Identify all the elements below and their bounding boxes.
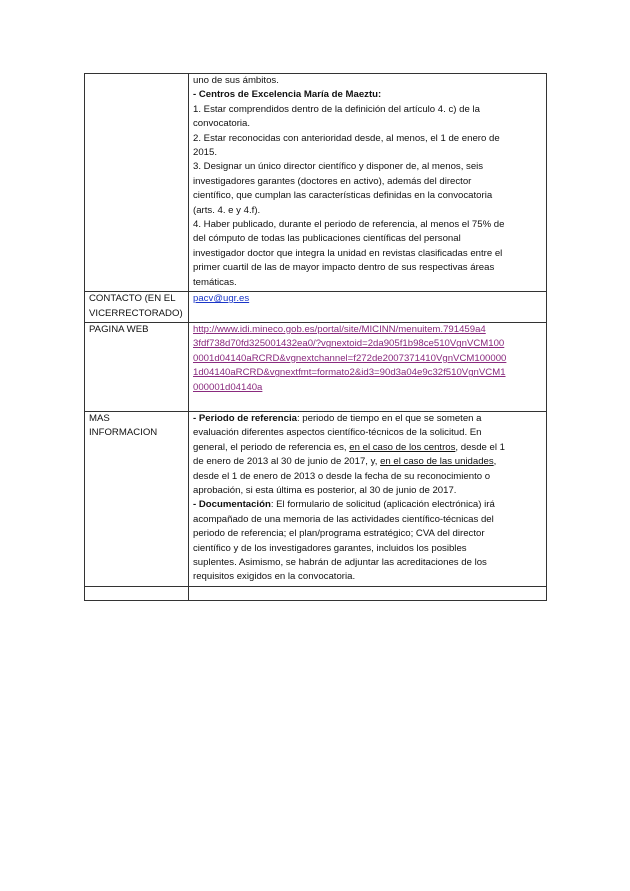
- underlined-text: en el caso de las unidades: [380, 456, 494, 468]
- url-line: 3fdf738d70fd325001432ea0/?vgnextoid=2da905f1b98ce510VgnVCM100: [193, 338, 505, 350]
- more-info-label: INFORMACION: [89, 427, 158, 439]
- website-link[interactable]: [193, 323, 542, 395]
- info-line: aprobación, si esta última es posterior, al 30 de junio de 2017.: [193, 484, 457, 496]
- requirement-line: (arts. 4. e y 4.f).: [193, 204, 261, 216]
- requirement-line: 1. Estar comprendidos dentro de la definición del artículo 4. c) de la: [193, 103, 480, 115]
- info-line: [193, 498, 542, 512]
- table-row: [85, 292, 547, 323]
- info-line: suplentes. Asimismo, se habrán de adjuntar las acreditaciones de los: [193, 557, 487, 568]
- info-table: [84, 73, 547, 601]
- web-value-cell: [189, 322, 547, 411]
- requirement-line: 4. Haber publicado, durante el periodo de referencia, al menos el 75% de: [193, 219, 505, 231]
- web-label: PAGINA WEB: [89, 323, 149, 335]
- documentation-heading: - Documentación: [193, 499, 271, 511]
- requirement-line: investigador doctor que integra la unidad en revistas clasificadas entre el: [193, 247, 503, 259]
- contact-label: CONTACTO (EN EL: [89, 293, 176, 305]
- row-label-empty: [85, 74, 189, 292]
- info-line: periodo de referencia; el plan/programa estratégico; CVA del director: [193, 528, 485, 540]
- contact-label-cell: [85, 292, 189, 323]
- empty-cell: [85, 586, 189, 600]
- table-row: [85, 586, 547, 600]
- table-row: [85, 74, 547, 292]
- info-text: , desde el 1: [455, 441, 506, 453]
- reference-period-heading: - Periodo de referencia: [193, 412, 297, 424]
- table-row: [85, 411, 547, 586]
- contact-email-link[interactable]: pacv@ugr.es: [193, 293, 250, 305]
- requirement-line: 3. Designar un único director científico y disponer de, al menos, seis: [193, 161, 484, 173]
- url-line: http://www.idi.mineco.gob.es/portal/site/MICINN/menuitem.791459a4: [193, 323, 486, 335]
- intro-text: uno de sus ámbitos.: [193, 75, 279, 86]
- info-line: acompañado de una memoria de las actividades científico-técnicas del: [193, 513, 494, 525]
- info-line: requisitos exigidos en la convocatoria.: [193, 571, 356, 583]
- requirement-line: 2. Estar reconocidas con anterioridad desde, al menos, el 1 de enero de: [193, 132, 500, 144]
- more-info-label: MAS: [89, 412, 110, 424]
- info-line: [193, 441, 542, 455]
- info-text: ,: [493, 456, 497, 468]
- requirement-line: 2015.: [193, 147, 218, 159]
- table-row: [85, 322, 547, 411]
- requirement-line: temáticas.: [193, 276, 237, 288]
- info-line: científico y de los investigadores garantes, incluidos los posibles: [193, 542, 467, 554]
- info-text: : El formulario de solicitud (aplicación electrónica) irá: [270, 499, 495, 511]
- info-text: : periodo de tiempo en el que se someten a: [296, 412, 482, 424]
- info-text: general, el periodo de referencia es,: [193, 441, 350, 453]
- section-heading-maeztu: - Centros de Excelencia María de Maeztu:: [193, 89, 382, 101]
- info-line: evaluación diferentes aspectos científico-técnicos de la solicitud. En: [193, 427, 482, 439]
- url-line: 0001d04140aRCRD&vgnextchannel=f272de2007371410VgnVCM100000: [193, 352, 507, 364]
- more-info-cell: [189, 411, 547, 586]
- requirement-line: primer cuartil de las de mayor impacto dentro de sus respectivas áreas: [193, 262, 495, 274]
- requirement-line: investigadores garantes (doctores en activo), además del director: [193, 175, 472, 187]
- requirement-line: del cómputo de todas las publicaciones científicas del personal: [193, 233, 461, 245]
- contact-label: VICERRECTORADO): [89, 307, 183, 319]
- contact-value-cell: [189, 292, 547, 323]
- requirement-line: científico, que cumplan las características definidas en la convocatoria: [193, 190, 493, 202]
- more-info-label-cell: [85, 411, 189, 586]
- requirement-line: convocatoria.: [193, 118, 251, 130]
- empty-cell: [189, 586, 547, 600]
- underlined-text: en el caso de los centros: [349, 441, 456, 453]
- info-line: [193, 412, 542, 426]
- url-line: 000001d04140a: [193, 381, 263, 393]
- web-label-cell: [85, 322, 189, 411]
- info-line: [193, 455, 542, 469]
- url-line: 1d04140aRCRD&vgnextfmt=formato2&id3=90d3a04e9c32f510VgnVCM1: [193, 367, 506, 379]
- eligibility-cell: [189, 74, 547, 292]
- info-line: desde el 1 de enero de 2013 o desde la fecha de su reconocimiento o: [193, 470, 491, 482]
- info-text: de enero de 2013 al 30 de junio de 2017, y,: [193, 456, 381, 468]
